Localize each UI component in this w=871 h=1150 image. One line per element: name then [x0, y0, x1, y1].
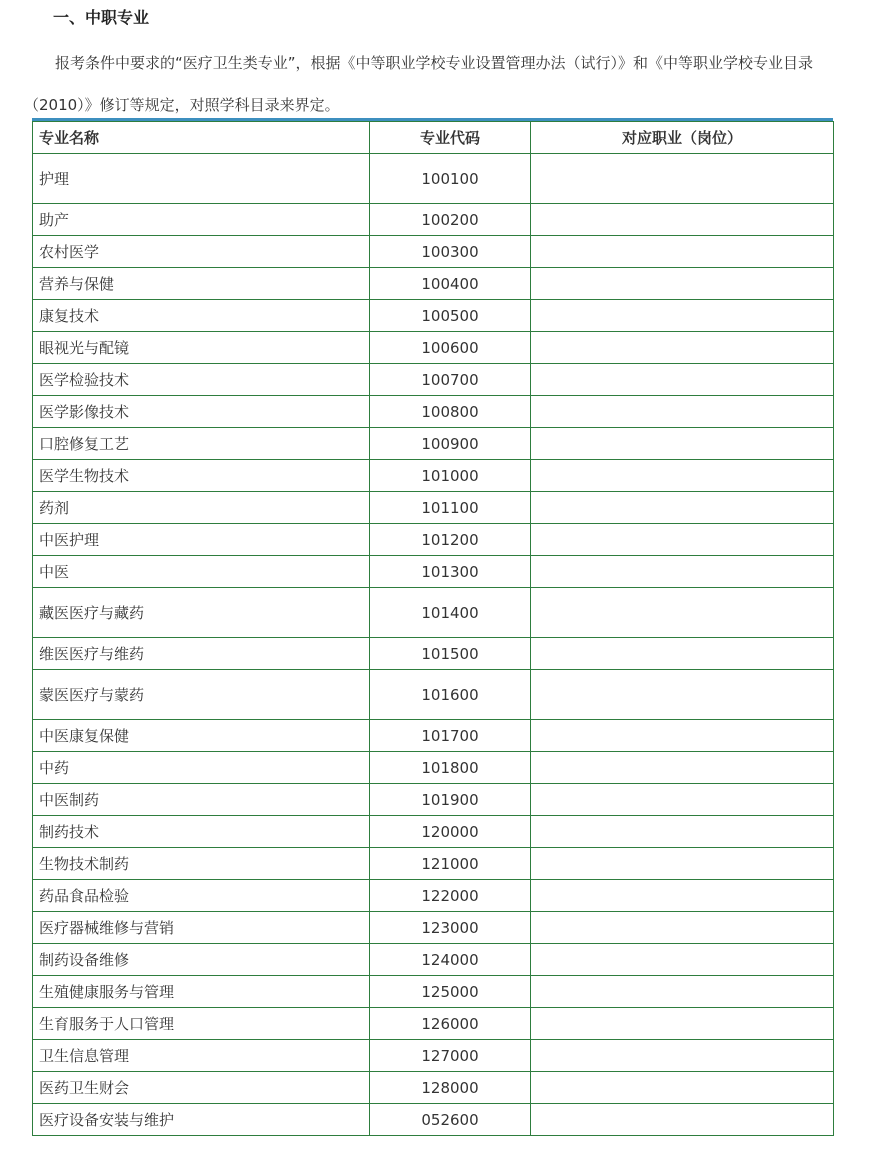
table-row [33, 1040, 834, 1072]
table-row [33, 944, 834, 976]
major-code-cell: 100300 [370, 236, 531, 268]
occupation-cell [531, 670, 834, 720]
major-name-cell: 眼视光与配镜 [33, 332, 370, 364]
major-code-cell: 120000 [370, 816, 531, 848]
occupation-cell [531, 1072, 834, 1104]
major-name-cell: 医药卫生财会 [33, 1072, 370, 1104]
table-row [33, 720, 834, 752]
occupation-cell [531, 268, 834, 300]
major-name-cell: 中医制药 [33, 784, 370, 816]
major-code-cell: 100100 [370, 154, 531, 204]
table-row [33, 912, 834, 944]
majors-table-container [32, 118, 833, 1136]
major-name-cell: 生育服务于人口管理 [33, 1008, 370, 1040]
table-row [33, 556, 834, 588]
major-code-cell: 100500 [370, 300, 531, 332]
table-row [33, 880, 834, 912]
occupation-cell [531, 752, 834, 784]
table-row [33, 492, 834, 524]
occupation-cell [531, 524, 834, 556]
occupation-cell [531, 364, 834, 396]
occupation-cell [531, 944, 834, 976]
table-row [33, 364, 834, 396]
occupation-cell [531, 638, 834, 670]
major-code-cell: 101000 [370, 460, 531, 492]
major-name-cell: 中药 [33, 752, 370, 784]
major-name-cell: 农村医学 [33, 236, 370, 268]
occupation-cell [531, 784, 834, 816]
occupation-cell [531, 1104, 834, 1136]
majors-table [32, 121, 834, 1136]
table-row [33, 154, 834, 204]
occupation-cell [531, 1040, 834, 1072]
occupation-cell [531, 880, 834, 912]
table-row [33, 236, 834, 268]
major-code-cell: 124000 [370, 944, 531, 976]
major-name-cell: 中医护理 [33, 524, 370, 556]
major-code-cell: 127000 [370, 1040, 531, 1072]
occupation-cell [531, 588, 834, 638]
occupation-cell [531, 848, 834, 880]
table-row [33, 1072, 834, 1104]
table-row [33, 460, 834, 492]
major-name-cell: 生物技术制药 [33, 848, 370, 880]
major-code-cell: 126000 [370, 1008, 531, 1040]
major-code-cell: 101600 [370, 670, 531, 720]
table-row [33, 332, 834, 364]
major-name-cell: 藏医医疗与藏药 [33, 588, 370, 638]
major-name-cell: 医疗器械维修与营销 [33, 912, 370, 944]
table-row [33, 428, 834, 460]
major-name-cell: 医疗设备安装与维护 [33, 1104, 370, 1136]
occupation-cell [531, 236, 834, 268]
occupation-cell [531, 154, 834, 204]
major-code-cell: 101300 [370, 556, 531, 588]
major-code-cell: 101800 [370, 752, 531, 784]
major-name-cell: 医学生物技术 [33, 460, 370, 492]
table-row [33, 524, 834, 556]
major-name-cell: 医学影像技术 [33, 396, 370, 428]
major-name-cell: 口腔修复工艺 [33, 428, 370, 460]
occupation-cell [531, 556, 834, 588]
occupation-cell [531, 720, 834, 752]
major-code-cell: 101400 [370, 588, 531, 638]
major-code-cell: 052600 [370, 1104, 531, 1136]
major-name-cell: 维医医疗与维药 [33, 638, 370, 670]
occupation-cell [531, 204, 834, 236]
table-body [33, 154, 834, 1136]
table-row [33, 752, 834, 784]
table-row [33, 1104, 834, 1136]
table-row [33, 1008, 834, 1040]
major-code-cell: 101700 [370, 720, 531, 752]
major-name-cell: 制药设备维修 [33, 944, 370, 976]
table-row [33, 848, 834, 880]
major-name-cell: 蒙医医疗与蒙药 [33, 670, 370, 720]
occupation-cell [531, 1008, 834, 1040]
intro-paragraph: 报考条件中要求的“医疗卫生类专业”，根据《中等职业学校专业设置管理办法（试行）》和《中等职业学校专业目录（2010）》修订等规定，对照学科目录来界定。 [24, 54, 814, 114]
table-row [33, 588, 834, 638]
header-occupation: 对应职业（岗位） [531, 122, 834, 154]
major-code-cell: 125000 [370, 976, 531, 1008]
major-name-cell: 制药技术 [33, 816, 370, 848]
section-heading: 一、中职专业 [53, 8, 150, 27]
major-code-cell: 100700 [370, 364, 531, 396]
occupation-cell [531, 492, 834, 524]
major-code-cell: 100600 [370, 332, 531, 364]
occupation-cell [531, 912, 834, 944]
occupation-cell [531, 428, 834, 460]
major-name-cell: 医学检验技术 [33, 364, 370, 396]
table-row [33, 638, 834, 670]
table-row [33, 976, 834, 1008]
major-name-cell: 中医 [33, 556, 370, 588]
table-row [33, 670, 834, 720]
header-major-name: 专业名称 [33, 122, 370, 154]
major-code-cell: 101500 [370, 638, 531, 670]
major-code-cell: 100400 [370, 268, 531, 300]
table-row [33, 204, 834, 236]
table-row [33, 300, 834, 332]
major-name-cell: 营养与保健 [33, 268, 370, 300]
major-name-cell: 生殖健康服务与管理 [33, 976, 370, 1008]
occupation-cell [531, 396, 834, 428]
major-code-cell: 100800 [370, 396, 531, 428]
major-code-cell: 121000 [370, 848, 531, 880]
table-row [33, 268, 834, 300]
occupation-cell [531, 332, 834, 364]
occupation-cell [531, 300, 834, 332]
major-code-cell: 101900 [370, 784, 531, 816]
occupation-cell [531, 976, 834, 1008]
major-name-cell: 中医康复保健 [33, 720, 370, 752]
major-code-cell: 123000 [370, 912, 531, 944]
header-major-code: 专业代码 [370, 122, 531, 154]
table-header-row [33, 122, 834, 154]
major-name-cell: 药剂 [33, 492, 370, 524]
occupation-cell [531, 816, 834, 848]
major-name-cell: 药品食品检验 [33, 880, 370, 912]
major-code-cell: 122000 [370, 880, 531, 912]
major-code-cell: 100200 [370, 204, 531, 236]
table-row [33, 816, 834, 848]
major-code-cell: 128000 [370, 1072, 531, 1104]
major-name-cell: 康复技术 [33, 300, 370, 332]
major-name-cell: 护理 [33, 154, 370, 204]
major-name-cell: 助产 [33, 204, 370, 236]
major-code-cell: 100900 [370, 428, 531, 460]
table-row [33, 784, 834, 816]
occupation-cell [531, 460, 834, 492]
major-code-cell: 101100 [370, 492, 531, 524]
table-row [33, 396, 834, 428]
major-name-cell: 卫生信息管理 [33, 1040, 370, 1072]
major-code-cell: 101200 [370, 524, 531, 556]
